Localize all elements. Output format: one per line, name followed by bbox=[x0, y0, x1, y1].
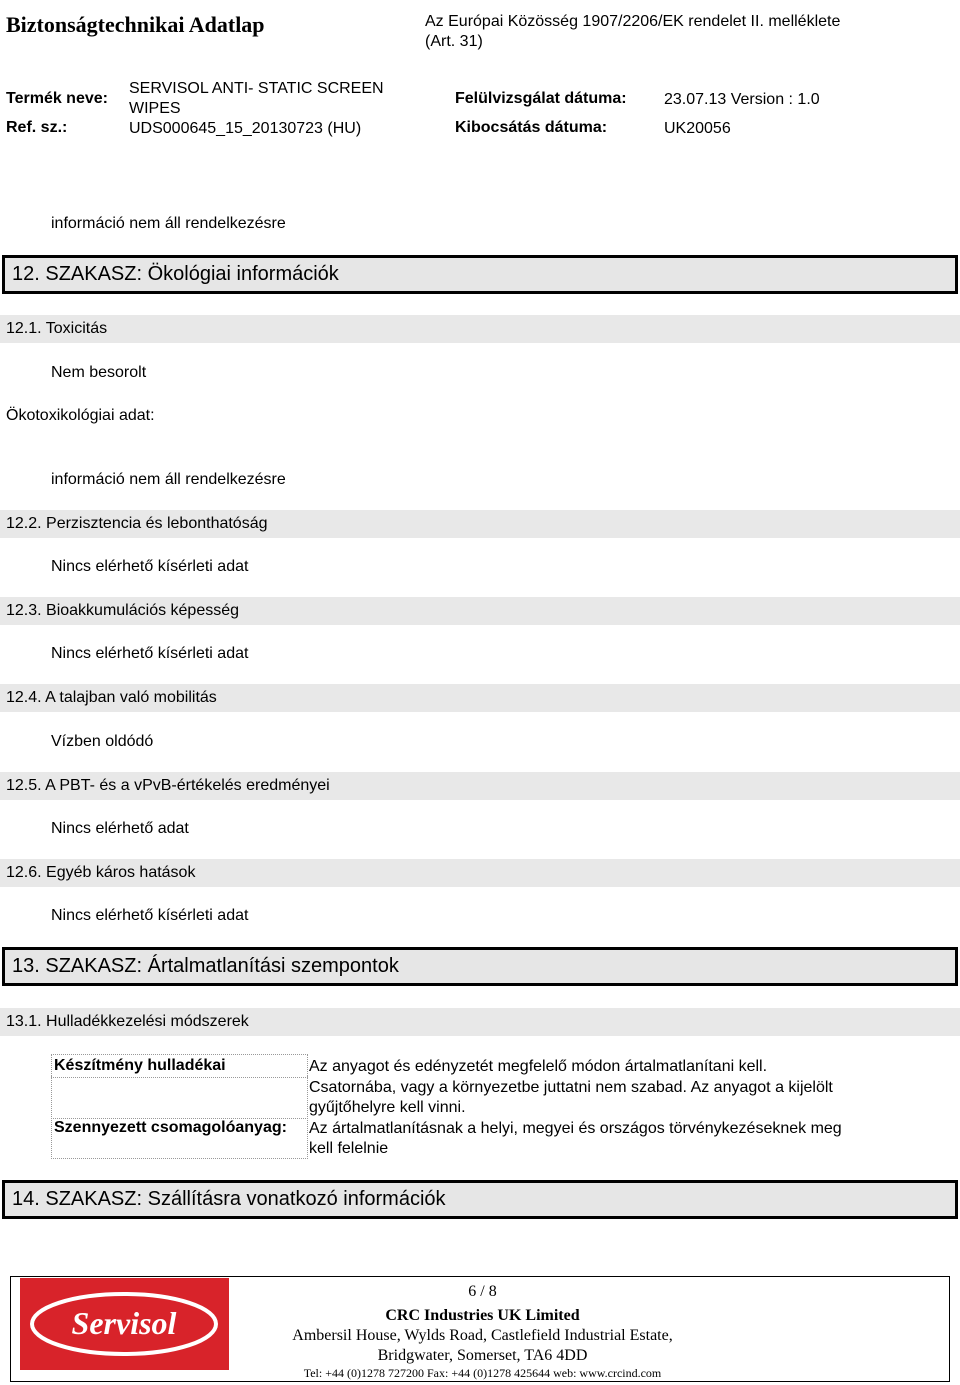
company-name: CRC Industries UK Limited bbox=[385, 1307, 580, 1324]
servisol-logo bbox=[20, 1278, 229, 1370]
section-13-header: 13. SZAKASZ: Ártalmatlanítási szempontok bbox=[2, 947, 958, 986]
company-address-2: Bridgwater, Somerset, TA6 4DD bbox=[377, 1347, 588, 1364]
ecotox-text: információ nem áll rendelkezésre bbox=[51, 471, 286, 488]
waste-product-label: Készítmény hulladékai bbox=[54, 1057, 226, 1074]
document-title: Biztonságtechnikai Adatlap bbox=[6, 12, 265, 37]
section-14-header: 14. SZAKASZ: Szállításra vonatkozó információk bbox=[2, 1180, 958, 1219]
issue-date-label: Kibocsátás dátuma: bbox=[455, 119, 608, 136]
regulation-reference: Az Európai Közösség 1907/2206/EK rendelet II. melléklete (Art. 31) bbox=[425, 13, 841, 50]
section-12-header: 12. SZAKASZ: Ökológiai információk bbox=[2, 255, 958, 294]
review-date-label: Felülvizsgálat dátuma: bbox=[455, 90, 627, 107]
ref-number-label: Ref. sz.: bbox=[6, 119, 68, 136]
servisol-logo-icon bbox=[20, 1278, 229, 1370]
subsection-12-4-text: Vízben oldódó bbox=[51, 733, 154, 750]
subsection-13-1-title: 13.1. Hulladékkezelési módszerek bbox=[0, 1008, 960, 1036]
subsection-12-5-text: Nincs elérhető adat bbox=[51, 820, 189, 837]
waste-product-line-2: Csatornába, vagy a környezetbe juttatni nem szabad. Az anyagot a kijelölt bbox=[309, 1079, 833, 1096]
subsection-12-4-title: 12.4. A talajban való mobilitás bbox=[0, 684, 960, 712]
page-number: 6 / 8 bbox=[468, 1283, 497, 1300]
waste-product-line-3: gyűjtőhelyre kell vinni. bbox=[309, 1099, 466, 1116]
subsection-12-2-title: 12.2. Perzisztencia és lebonthatóság bbox=[0, 510, 960, 538]
product-name-value: SERVISOL ANTI- STATIC SCREEN WIPES bbox=[129, 80, 384, 117]
subsection-12-1-text: Nem besorolt bbox=[51, 364, 147, 381]
company-address-1: Ambersil House, Wylds Road, Castlefield Industrial Estate, bbox=[292, 1327, 673, 1344]
review-date-value: 23.07.13 Version : 1.0 bbox=[664, 91, 820, 108]
subsection-12-5-title: 12.5. A PBT- és a vPvB-értékelés eredményei bbox=[0, 772, 960, 800]
subsection-12-2-text: Nincs elérhető kísérleti adat bbox=[51, 558, 249, 575]
logo-text: Servisol bbox=[71, 1305, 177, 1341]
waste-product-line-1: Az anyagot és edényzetét megfelelő módon ártalmatlanítani kell. bbox=[309, 1058, 768, 1075]
subsection-12-3-text: Nincs elérhető kísérleti adat bbox=[51, 645, 249, 662]
subsection-12-1-title: 12.1. Toxicitás bbox=[0, 315, 960, 343]
subsection-12-6-title: 12.6. Egyéb káros hatások bbox=[0, 859, 960, 887]
contaminated-packaging-line-2: kell felelnie bbox=[309, 1140, 389, 1157]
product-name-label: Termék neve: bbox=[6, 90, 108, 107]
top-info-note: információ nem áll rendelkezésre bbox=[51, 215, 286, 232]
ecotox-label: Ökotoxikológiai adat: bbox=[6, 407, 155, 424]
issue-date-value: UK20056 bbox=[664, 120, 731, 137]
contaminated-packaging-line-1: Az ártalmatlanításnak a helyi, megyei és országos törvénykezéseknek meg bbox=[309, 1120, 842, 1137]
contaminated-packaging-label: Szennyezett csomagolóanyag: bbox=[54, 1119, 287, 1136]
company-contact: Tel: +44 (0)1278 727200 Fax: +44 (0)1278 425644 web: www.crcind.com bbox=[303, 1366, 662, 1380]
subsection-12-3-title: 12.3. Bioakkumulációs képesség bbox=[0, 597, 960, 625]
ref-number-value: UDS000645_15_20130723 (HU) bbox=[129, 120, 362, 137]
subsection-12-6-text: Nincs elérhető kísérleti adat bbox=[51, 907, 249, 924]
